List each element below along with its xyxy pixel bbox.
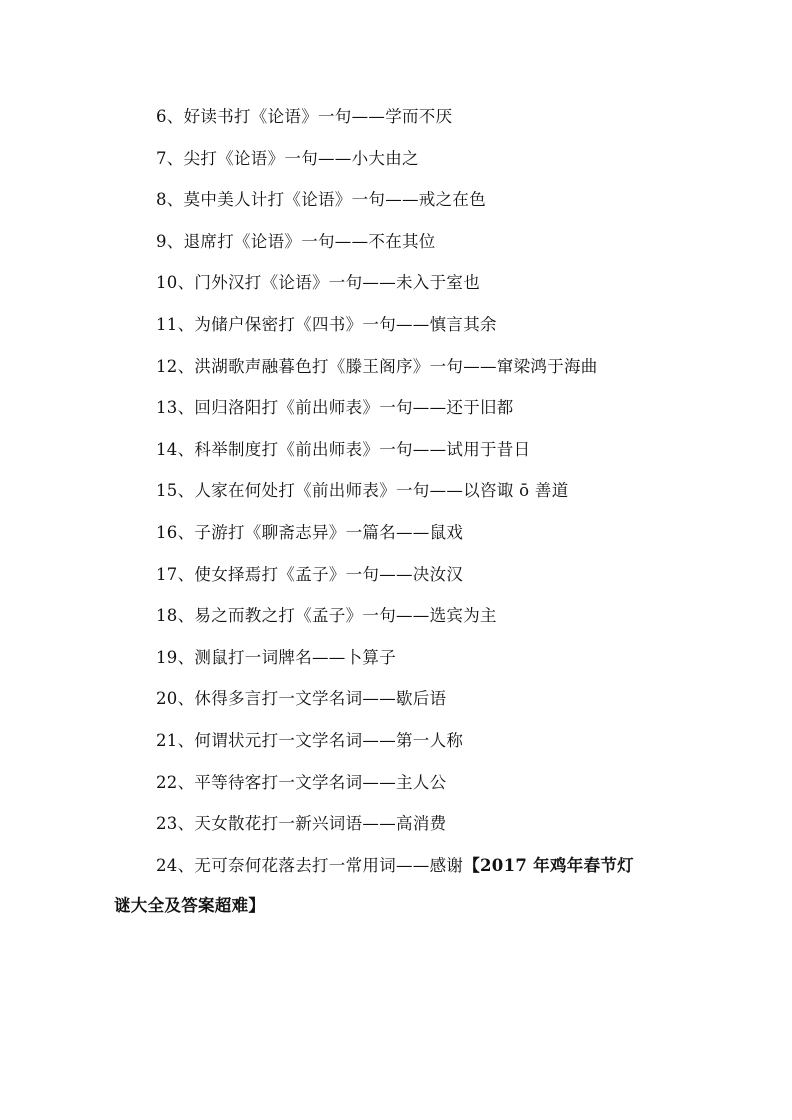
list-item: 13、回归洛阳打《前出师表》一句——还于旧都	[156, 398, 514, 418]
list-item: 20、休得多言打一文学名词——歇后语	[156, 689, 447, 709]
list-item-last	[0, 851, 792, 921]
list-item: 14、科举制度打《前出师表》一句——试用于昔日	[156, 439, 531, 459]
document-title-part2: 谜大全及答案超难】	[114, 895, 266, 915]
list-item: 21、何谓状元打一文学名词——第一人称	[156, 730, 464, 750]
list-item: 6、好读书打《论语》一句——学而不厌	[156, 107, 453, 126]
riddle-list	[0, 102, 792, 921]
document-title-part1: 【2017 年鸡年春节灯	[463, 855, 634, 875]
list-item: 12、洪湖歌声融暮色打《滕王阁序》一句——窜梁鸿于海曲	[156, 356, 598, 376]
list-item: 7、尖打《论语》一句——小大由之	[156, 148, 419, 168]
list-item: 22、平等待客打一文学名词——主人公	[156, 772, 447, 792]
list-item: 9、退席打《论语》一句——不在其位	[156, 231, 436, 251]
list-item: 23、天女散花打一新兴词语——高消费	[156, 814, 447, 834]
list-item: 11、为储户保密打《四书》一句——慎言其余	[156, 314, 497, 334]
list-item: 15、人家在何处打《前出师表》一句——以咨诹 ō 善道	[156, 481, 569, 501]
list-item: 19、测鼠打一词牌名——卜算子	[156, 647, 396, 667]
list-item: 17、使女择焉打《孟子》一句——决汝汉	[156, 564, 464, 584]
list-item: 10、门外汉打《论语》一句——未入于室也	[156, 273, 480, 293]
list-item: 18、易之而教之打《孟子》一句——选宾为主	[156, 606, 497, 626]
list-item: 16、子游打《聊斋志异》一篇名——鼠戏	[156, 522, 464, 542]
last-riddle-text: 24、无可奈何花落去打一常用词——感谢	[156, 855, 464, 875]
list-item: 8、莫中美人计打《论语》一句——戒之在色	[156, 190, 486, 210]
